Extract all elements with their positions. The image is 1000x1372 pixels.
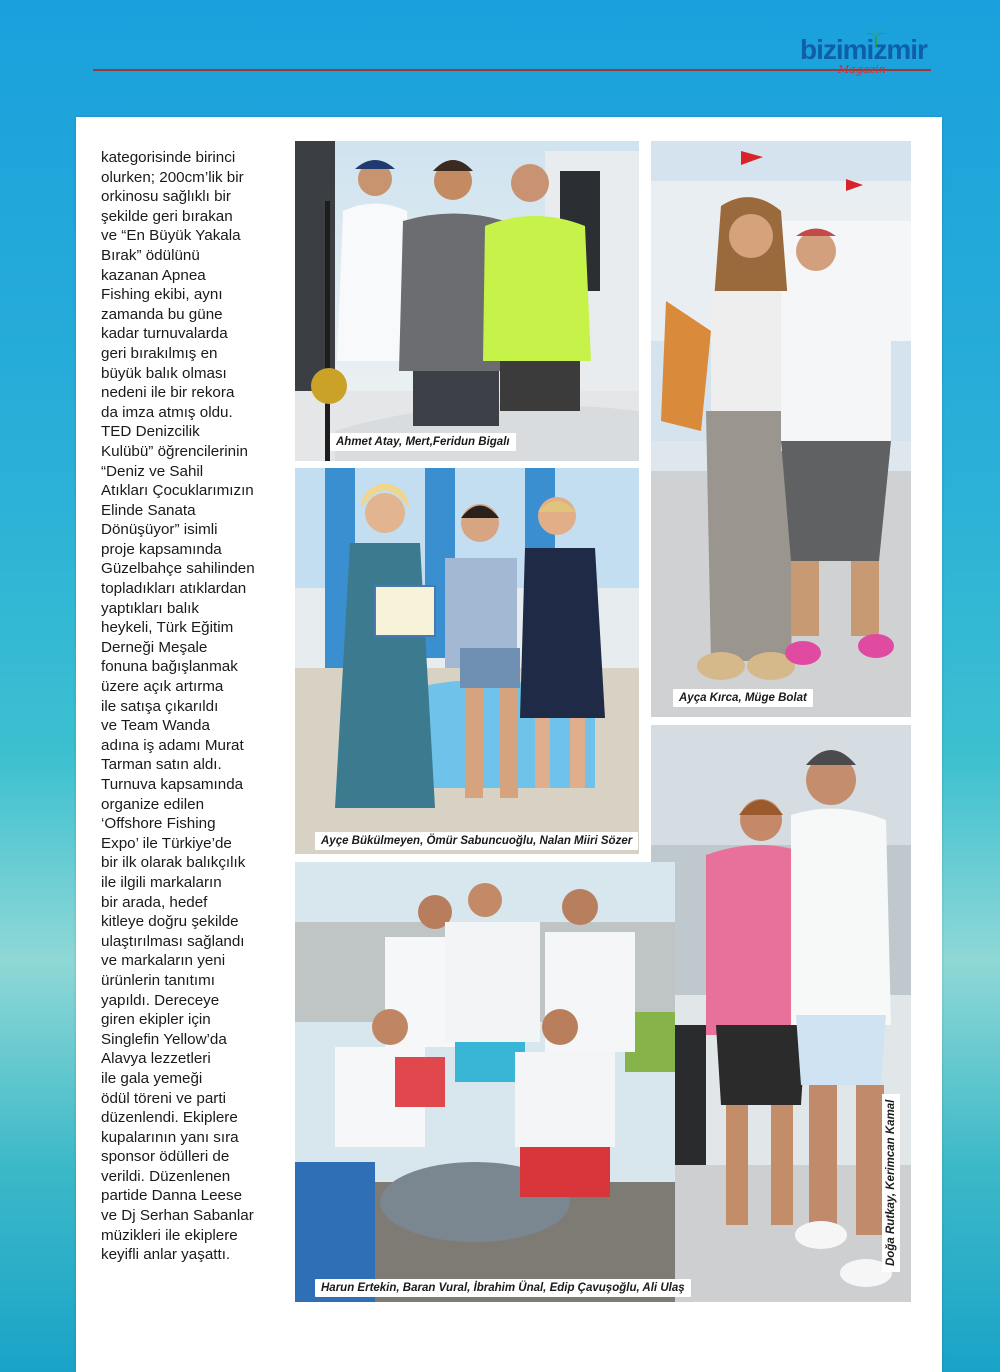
logo-subtitle: Magazin xyxy=(838,63,886,76)
photo-caption: Ayçe Bükülmeyen, Ömür Sabuncuoğlu, Nalan Miiri Sözer xyxy=(315,832,638,850)
photo-team-tuna xyxy=(295,862,675,1302)
palm-tree-icon xyxy=(866,30,886,48)
photo-caption-vertical: Doğa Rutkay, Kerimcan Kamal xyxy=(882,1094,900,1272)
photo-three-women-books xyxy=(295,468,639,854)
magazine-logo xyxy=(800,30,940,80)
photo-caption: Harun Ertekin, Baran Vural, İbrahim Ünal, Edip Çavuşoğlu, Ali Ulaş xyxy=(315,1279,691,1297)
photo-marina-two-women xyxy=(651,141,911,717)
photo-caption: Ahmet Atay, Mert,Feridun Bigalı xyxy=(330,433,516,451)
article-text: kategorisinde birinci olurken; 200cm’lik bir orkinosu sağlıklı bir şekilde geri bırakan ve “En Büyük Yakala Bırak” ödülünü kazanan Apnea Fishing ekibi, aynı zamanda bu güne kadar turnuvalarda geri bırakılmış en büyük balık olması nedeni ile bir rekora da imza atmış oldu. TED Denizcilik Kulübü” öğrencilerinin “Deniz ve Sahil Atıkları Çocuklarımızın Elinde Sanata Dönüşüyor” isimli proje kapsamında Güzelbahçe sahilinden topladıkları atıklardan yaptıkları balık heykeli, Türk Eğitim Derneği Meşale fonuna bağışlanmak üzere açık artırma ile satışa çıkarıldı ve Team Wanda adına iş adamı Murat Tarman satın aldı. Turnuva kapsamında organize edilen ‘Offshore Fishing Expo’ ile Türkiye’de bir ilk olarak balıkçılık ile ilgili markaların bir arada, hedef kitleye doğru şekilde ulaştırılması sağlandı ve markaların yeni ürünlerin tanıtımı yapıldı. Dereceye giren ekipler için Singlefin Yellow’da Alavya lezzetleri ile gala yemeği ödül töreni ve parti düzenlendi. Ekiplere kupalarının yanı sıra sponsor ödülleri de verildi. Düzenlenen partide Danna Leese ve Dj Serhan Sabanlar müzikleri ile ekiplere keyifli anlar yaşattı. xyxy=(101,149,255,1264)
logo-wordmark: bizimizmir xyxy=(800,34,927,65)
photo-boat-three-men xyxy=(295,141,639,461)
photo-couple-pier xyxy=(651,725,911,1302)
article-column xyxy=(101,148,271,1265)
photo-caption: Ayça Kırca, Müge Bolat xyxy=(673,689,813,707)
